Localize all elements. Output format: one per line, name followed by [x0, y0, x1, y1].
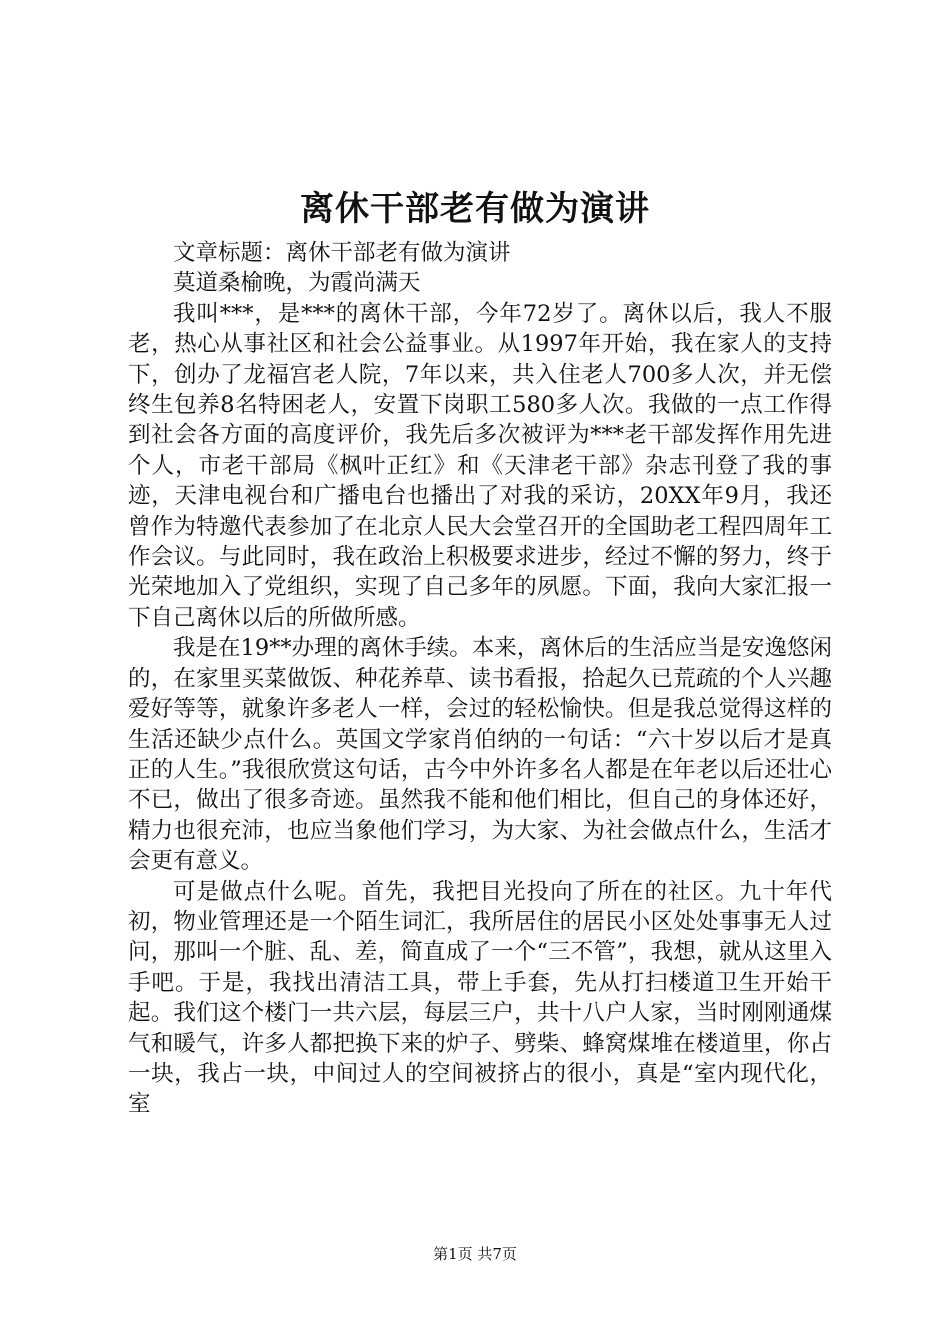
page-number-footer: 第1页 共7页 [433, 1245, 517, 1263]
paragraph-introduction: 我叫***，是***的离休干部，今年72岁了。离休以后，我人不服老，热心从事社区和社会公益事业。从1997年开始，我在家人的支持下，创办了龙福宫老人院，7年以来，共入住老人700多人次，并无偿终生包养8名特困老人，安置下岗职工580多人次。我做的一点工作得到社会各方面的高度评价，我先后多次被评为***老干部发挥作用先进个人，市老干部局《枫叶正红》和《天津老干部》杂志刊登了我的事迹，天津电视台和广播电台也播出了对我的采访，20XX年9月，我还曾作为特邀代表参加了在北京人民大会堂召开的全国助老工程四周年工作会议。与此同时，我在政治上积极要求进步，经过不懈的努力，终于光荣地加入了党组织，实现了自己多年的夙愿。下面，我向大家汇报一下自己离休以后的所做所感。 [128, 300, 832, 631]
paragraph-article-title: 文章标题：离休干部老有做为演讲 [173, 240, 511, 266]
paragraph-retirement: 我是在19**办理的离休手续。本来，离休后的生活应当是安逸悠闲的，在家里买菜做饭、种花养草、读书看报，拾起久已荒疏的个人兴趣爱好等等，就象许多老人一样，会过的轻松愉快。但是我总觉得这样的生活还缺少点什么。英国文学家肖伯纳的一句话：“六十岁以后才是真正的人生。”我很欣赏这句话，古今中外许多名人都是在年老以后还壮心不已，做出了很多奇迹。虽然我不能和他们相比，但自己的身体还好，精力也很充沛，也应当象他们学习，为大家、为社会做点什么，生活才会更有意义。 [128, 635, 832, 875]
paragraph-community: 可是做点什么呢。首先，我把目光投向了所在的社区。九十年代初，物业管理还是一个陌生词汇，我所居住的居民小区处处事事无人过问，那叫一个脏、乱、差，简直成了一个“三不管”，我想，就从这里入手吧。于是，我找出清洁工具，带上手套，先从打扫楼道卫生开始干起。我们这个楼门一共六层，每层三户，共十八户人家，当时刚刚通煤气和暖气，许多人都把换下来的炉子、劈柴、蜂窝煤堆在楼道里，你占一块，我占一块，中间过人的空间被挤占的很小，真是“室内现代化，室 [128, 878, 832, 1118]
document-body [128, 238, 832, 1120]
paragraph-subtitle: 莫道桑榆晚，为霞尚满天 [173, 270, 421, 297]
document-title: 离休干部老有做为演讲 [300, 189, 650, 229]
